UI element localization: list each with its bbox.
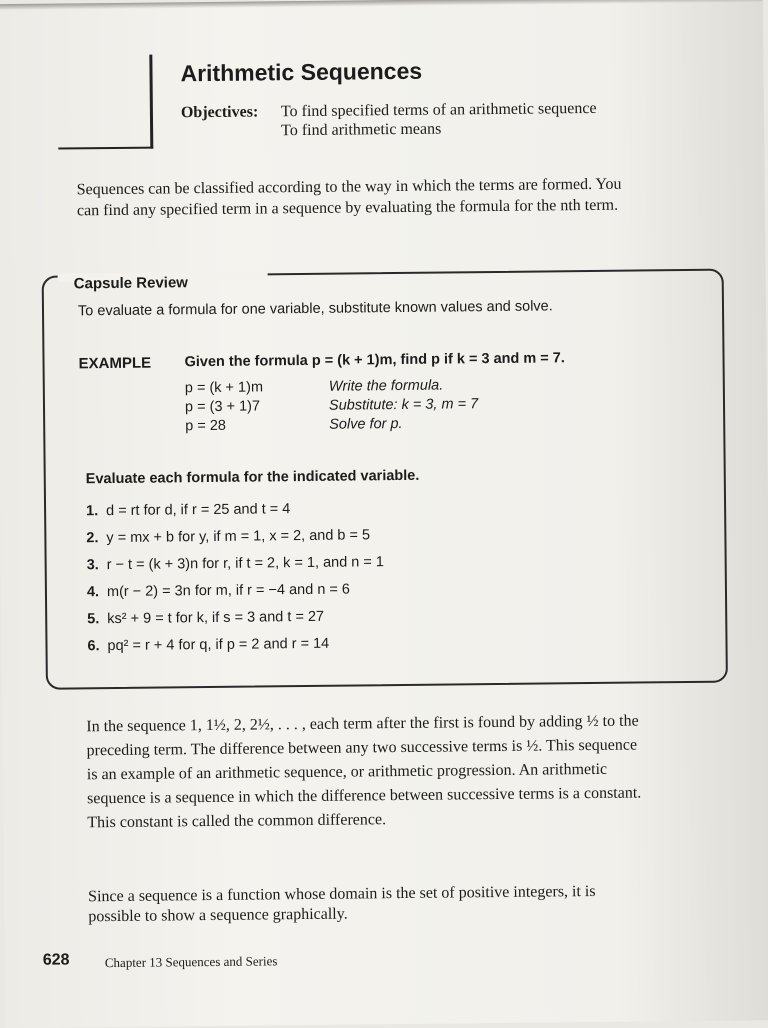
exercise-number: 6. [87,638,100,655]
page-number: 628 [42,951,70,969]
example-label: EXAMPLE [78,354,152,373]
chapter-footer: Chapter 13 Sequences and Series [104,953,278,971]
exercise-item [87,582,350,601]
objective-2: To find arithmetic means [281,120,442,140]
example-statement: Given the formula p = (k + 1)m, find p if k = 3 and m = 7. [184,350,565,371]
example-step-3: p = 28 [185,417,227,435]
exercise-number: 2. [86,530,99,547]
example-step-2: p = (3 + 1)7 [184,398,261,416]
exercise-number: 4. [86,584,100,601]
exercise-text: r − t = (k + 3)n for r, if t = 2, k = 1, and n = 1 [106,554,384,574]
exercise-text: m(r − 2) = 3n for m, if r = −4 and n = 6 [106,581,351,601]
exercise-number: 1. [86,503,99,520]
exercise-text: y = mx + b for y, if m = 1, x = 2, and b = 5 [106,527,371,547]
capsule-heading: Capsule Review [73,274,189,293]
capsule-intro: To evaluate a formula for one variable, substitute known values and solve. [77,298,553,320]
objective-1: To find specified terms of an arithmetic sequence [280,99,597,121]
example-note-1: Write the formula. [328,377,444,395]
title-bracket-rule [57,55,153,150]
exercise-item [86,501,290,519]
graph-intro-paragraph: Since a sequence is a function whose domain is the set of positive integers, it is possible to show a sequence graphically. [88,882,596,926]
exercise-text: pq² = r + 4 for q, if p = 2 and r = 14 [107,635,330,655]
objectives-block [180,99,597,140]
exercise-text: ks² + 9 = t for k, if s = 3 and t = 27 [107,608,325,628]
exercise-item [87,636,329,655]
example-note-2: Substitute: k = 3, m = 7 [328,396,479,414]
exercise-item [87,609,324,627]
example-step-1: p = (k + 1)m [184,379,264,397]
example-note-3: Solve for p. [329,415,403,433]
page-top-shadow [0,0,763,10]
objectives-label: Objectives: [180,103,259,122]
exercise-item [87,554,384,573]
intro-paragraph: Sequences can be classified according to the way in which the terms are formed. You can find any specified term in a sequence by evaluating the formula for the nth term. [76,175,622,220]
capsule-review-box [42,269,728,690]
exercise-number: 5. [87,611,100,628]
arithmetic-sequence-paragraph: In the sequence 1, 1½, 2, 2½, . . . , each term after the first is found by adding ½ to the preceding term. The difference between any two successive terms is ½. This sequence is an example of an arithmetic sequence, or arithmetic progression. An arithmetic sequence is a sequence in which the difference between successive terms is a constant. This constant is called the common difference. [86,712,642,832]
exercise-item [86,527,370,546]
exercise-text: d = rt for d, if r = 25 and t = 4 [106,501,291,520]
section-title: Arithmetic Sequences [180,57,423,87]
exercise-number: 3. [86,557,99,574]
exercise-heading: Evaluate each formula for the indicated variable. [85,467,420,488]
